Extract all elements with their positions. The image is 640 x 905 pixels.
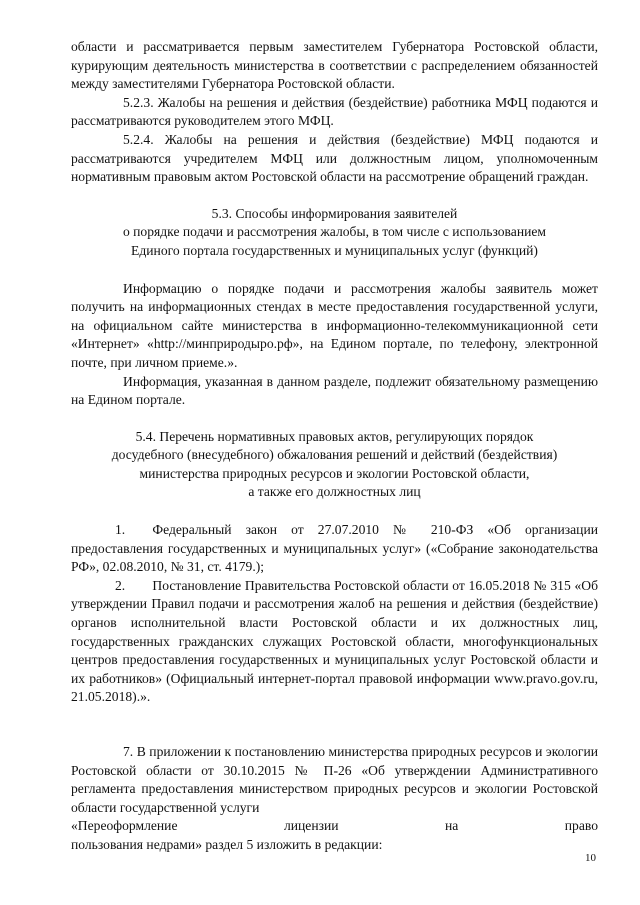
heading-line: министерства природных ресурсов и экологии Ростовской области,: [139, 465, 530, 481]
paragraph-5-2-3: 5.2.3. Жалобы на решения и действия (бездействие) работника МФЦ подаются и рассматриваются руководителем этого МФЦ.: [71, 94, 598, 129]
heading-line: о порядке подачи и рассмотрения жалобы, в том числе с использованием: [122, 224, 547, 240]
word: «Переоформление: [71, 818, 178, 834]
heading-line: 5.4. Перечень нормативных правовых актов, регулирующих порядок: [135, 428, 534, 444]
heading-section-5-3: [71, 205, 598, 261]
heading-line: 5.3. Способы информирования заявителей: [211, 205, 458, 221]
list-item-law-210: 1. Федеральный закон от 27.07.2010 № 210-ФЗ «Об организации предоставления государственных и муниципальных услуг» («Собрание законодательства РФ», 02.08.2010, № 31, ст. 4179.);: [71, 522, 598, 575]
heading-line: досудебного (внесудебного) обжалования решений и действий (бездействия): [111, 447, 558, 463]
heading-section-5-4: [71, 428, 598, 502]
word: право: [564, 818, 598, 834]
paragraph-item-7-end: пользования недрами» раздел 5 изложить в редакции:: [71, 836, 383, 852]
paragraph-item-7: 7. В приложении к постановлению министерства природных ресурсов и экологии Ростовской области от 30.10.2015 № П-26 «Об утверждении Административного регламента предоставления министерством природных ресурсов и экологии Ростовской области государственной услуги: [71, 744, 598, 815]
list-item-resolution-315: 2. Постановление Правительства Ростовской области от 16.05.2018 № 315 «Об утверждении Правил подачи и рассмотрения жалоб на решения и действия (бездействие) органов исполнительной власти Ростовской области и их должностных лиц, государственных гражданских служащих Ростовской области, многофункциональных центров предоставления государственных и муниципальных услуг Ростовской области и их работников» (Официальный интернет-портал правовой информации www.pravo.gov.ru, 21.05.2018).».: [71, 577, 598, 705]
document-page: [71, 38, 598, 855]
paragraph-continuation: области и рассматривается первым заместителем Губернатора Ростовской области, курирующим деятельность министерства в соответствии с распределением обязанностей между заместителями Губернатора Ростовской области.: [71, 39, 598, 92]
paragraph-info-ways: Информацию о порядке подачи и рассмотрения жалобы заявитель может получить на информационных стендах в месте предоставления государственной услуги, на официальном сайте министерства в информационно-телекоммуникационной сети «Интернет» «http://минприродыро.рф», на Едином портале, по телефону, электронной почте, при личном приеме.».: [71, 280, 598, 370]
page-number: 10: [585, 852, 596, 864]
heading-line: а также его должностных лиц: [248, 484, 421, 500]
paragraph-info-placement: Информация, указанная в данном разделе, подлежит обязательному размещению на Едином портале.: [71, 373, 598, 408]
word: лицензии: [283, 818, 339, 834]
paragraph-5-2-4: 5.2.4. Жалобы на решения и действия (бездействие) МФЦ подаются и рассматриваются учредителем МФЦ или должностным лицом, уполномоченным нормативным правовым актом Ростовской области на рассмотрение обращений граждан.: [71, 131, 598, 185]
word: на: [444, 818, 459, 834]
heading-line: Единого портала государственных и муниципальных услуг (функций): [131, 242, 538, 258]
justified-line: [71, 817, 598, 836]
